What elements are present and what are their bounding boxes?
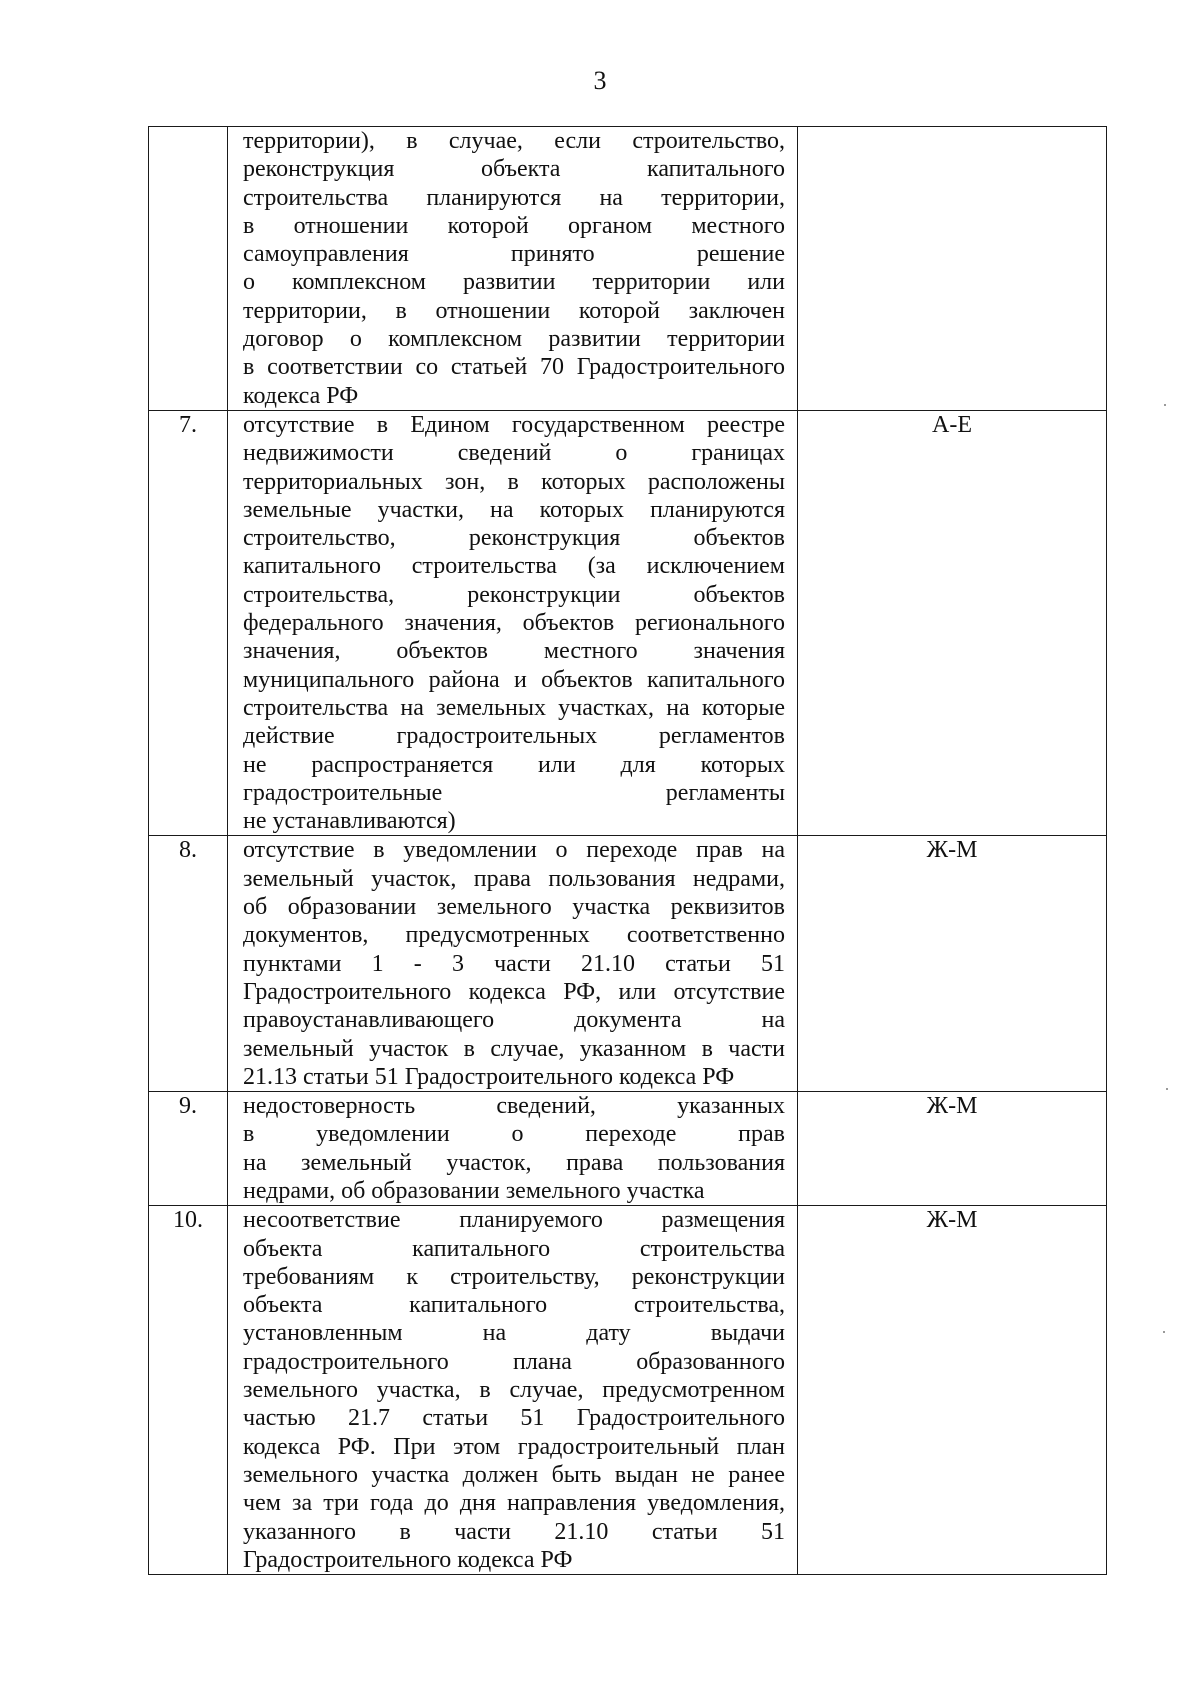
table-row — [149, 836, 1107, 1092]
scan-speck — [1164, 404, 1166, 406]
text-line: территории, в отношении которой заключен — [243, 297, 785, 324]
code-range-cell: Ж-М — [798, 836, 1107, 1092]
text-line: отсутствие в Едином государственном реестре — [243, 411, 785, 438]
condition-text-cell — [228, 836, 798, 1092]
text-line: земельный участок, права пользования недрами, — [243, 865, 785, 892]
text-line: строительства, реконструкции объектов — [243, 581, 785, 608]
row-number-cell: 10. — [149, 1206, 228, 1575]
row-number-cell: 7. — [149, 410, 228, 835]
text-line: территориальных зон, в которых расположены — [243, 468, 785, 495]
text-line: строительство, реконструкция объектов — [243, 525, 785, 552]
text-line: кодекса РФ. При этом градостроительный план — [243, 1433, 785, 1460]
scan-speck — [1163, 1331, 1165, 1333]
text-line: реконструкция объекта капитального — [243, 156, 785, 183]
row-number-cell: 9. — [149, 1092, 228, 1206]
table-row — [149, 1206, 1107, 1575]
text-line: земельного участка, в случае, предусмотренном — [243, 1377, 785, 1404]
text-line: недвижимости сведений о границах — [243, 440, 785, 467]
text-line: на земельный участок, права пользования — [243, 1149, 785, 1176]
table-row — [149, 410, 1107, 835]
text-line: значения, объектов местного значения — [243, 638, 785, 665]
condition-text-cell — [228, 410, 798, 835]
code-range-cell: А-Е — [798, 410, 1107, 835]
row-number-cell: 8. — [149, 836, 228, 1092]
text-line: не устанавливаются) — [243, 808, 456, 835]
text-line: 21.13 статьи 51 Градостроительного кодекса РФ — [243, 1063, 735, 1090]
conditions-table — [148, 126, 1107, 1575]
condition-text-cell — [228, 1092, 798, 1206]
text-line: отсутствие в уведомлении о переходе прав на — [243, 837, 785, 864]
text-line: в уведомлении о переходе прав — [243, 1121, 785, 1148]
table-row — [149, 127, 1107, 411]
text-line: недостоверность сведений, указанных — [243, 1093, 785, 1120]
text-line: градостроительные регламенты — [243, 779, 785, 806]
text-line: объекта капитального строительства, — [243, 1292, 785, 1319]
text-line: действие градостроительных регламентов — [243, 723, 785, 750]
condition-text-cell — [228, 1206, 798, 1575]
text-line: о комплексном развитии территории или — [243, 269, 785, 296]
table-body — [149, 127, 1107, 1575]
text-line: недрами, об образовании земельного участка — [243, 1177, 705, 1204]
text-line: требованиям к строительству, реконструкции — [243, 1263, 785, 1290]
text-line: чем за три года до дня направления уведомления, — [243, 1490, 785, 1517]
text-line: земельные участки, на которых планируются — [243, 496, 785, 523]
text-line: самоуправления принято решение — [243, 241, 785, 268]
text-line: территории), в случае, если строительство, — [243, 128, 785, 154]
text-line: в соответствии со статьей 70 Градостроительного — [243, 354, 785, 381]
code-range-cell: Ж-М — [798, 1092, 1107, 1206]
text-line: правоустанавливающего документа на — [243, 1007, 785, 1034]
text-line: объекта капитального строительства — [243, 1235, 785, 1262]
text-line: об образовании земельного участка реквизитов — [243, 894, 785, 921]
text-line: градостроительного плана образованного — [243, 1348, 785, 1375]
condition-text-cell — [228, 127, 798, 411]
row-number-cell — [149, 127, 228, 411]
scan-speck — [1166, 1088, 1168, 1090]
code-range-cell — [798, 127, 1107, 411]
text-line: земельный участок в случае, указанном в части — [243, 1035, 785, 1062]
table-row — [149, 1092, 1107, 1206]
text-line: документов, предусмотренных соответственно — [243, 922, 785, 949]
text-line: строительства на земельных участках, на которые — [243, 694, 785, 721]
text-line: в отношении которой органом местного — [243, 212, 785, 239]
text-line: Градостроительного кодекса РФ — [243, 1546, 573, 1573]
text-line: указанного в части 21.10 статьи 51 — [243, 1518, 785, 1545]
text-line: не распространяется или для которых — [243, 751, 785, 778]
text-line: договор о комплексном развитии территории — [243, 326, 785, 353]
text-line: земельного участка должен быть выдан не ранее — [243, 1461, 785, 1488]
text-line: капитального строительства (за исключением — [243, 553, 785, 580]
code-range-cell: Ж-М — [798, 1206, 1107, 1575]
page-number: 3 — [593, 66, 607, 95]
text-line: установленным на дату выдачи — [243, 1320, 785, 1347]
text-line: федерального значения, объектов регионального — [243, 610, 785, 637]
text-line: несоответствие планируемого размещения — [243, 1207, 785, 1234]
text-line: строительства планируются на территории, — [243, 184, 785, 211]
text-line: частью 21.7 статьи 51 Градостроительного — [243, 1405, 785, 1432]
text-line: пунктами 1 - 3 части 21.10 статьи 51 — [243, 950, 785, 977]
text-line: кодекса РФ — [243, 382, 359, 409]
text-line: Градостроительного кодекса РФ, или отсутствие — [243, 978, 785, 1005]
text-line: муниципального района и объектов капитального — [243, 666, 785, 693]
